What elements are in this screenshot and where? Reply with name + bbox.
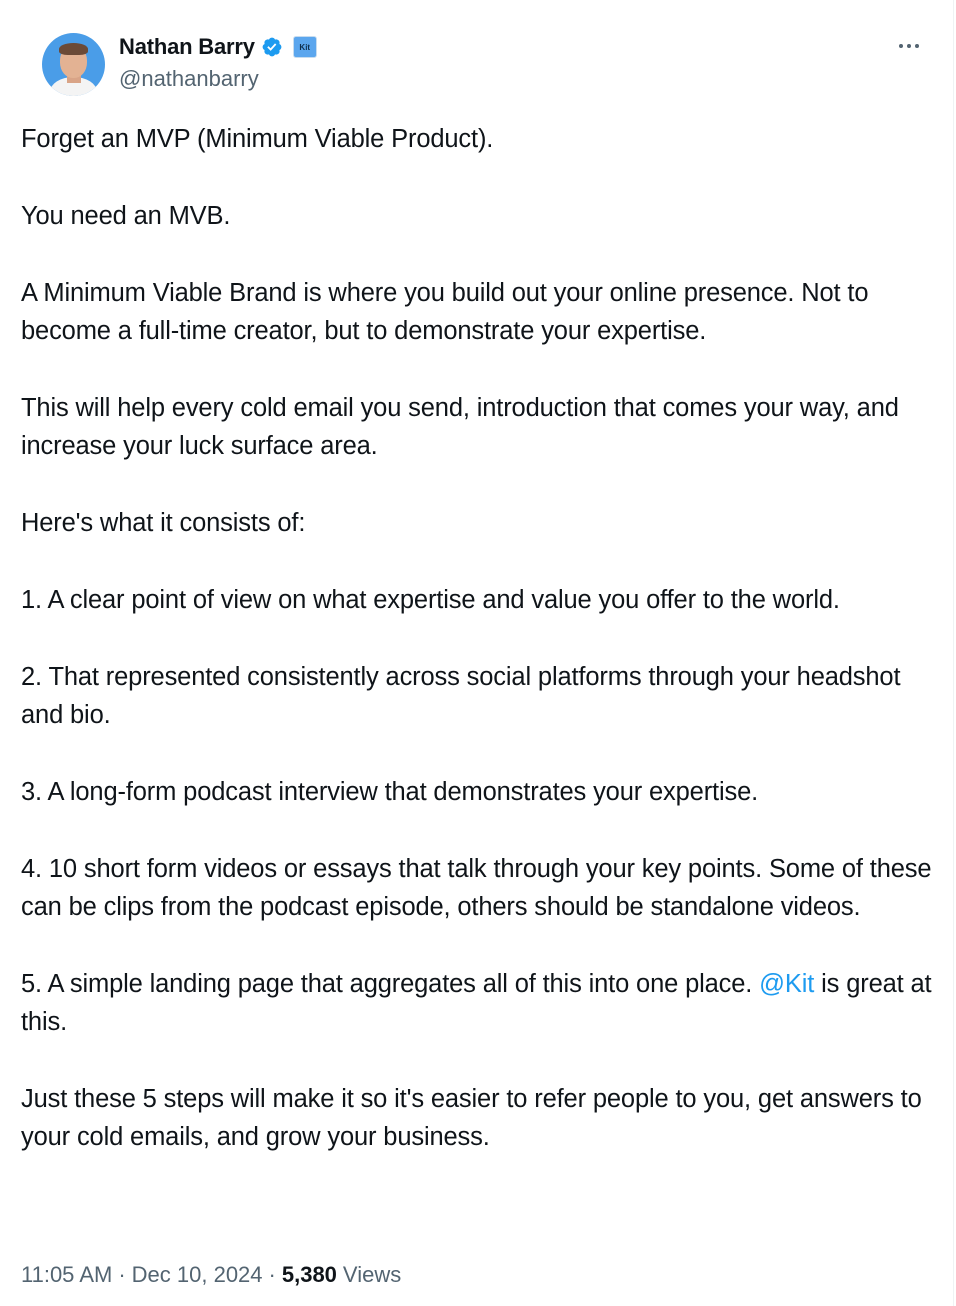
verified-badge-icon[interactable] — [261, 36, 283, 58]
tweet-paragraph-with-mention — [21, 965, 936, 1042]
more-dot-icon — [899, 44, 903, 48]
para5-after: is great at this. — [21, 969, 932, 1037]
tweet-paragraph-closing: Just these 5 steps will make it so it's easier to refer people to you, get answers to your cold emails, and grow your business. — [21, 1085, 922, 1152]
tweet-paragraph: 1. A clear point of view on what expertise and value you offer to the world. — [21, 585, 840, 614]
author-name[interactable]: Nathan Barry — [119, 34, 255, 59]
author-name-row — [119, 34, 317, 60]
tweet-time[interactable]: 11:05 AM — [21, 1262, 113, 1287]
tweet-meta — [21, 1262, 401, 1288]
tweet-paragraph: Forget an MVP (Minimum Viable Product). — [21, 125, 494, 153]
more-dot-icon — [907, 44, 911, 48]
more-options-button[interactable] — [894, 36, 924, 56]
tweet-date[interactable]: Dec 10, 2024 — [131, 1262, 263, 1287]
avatar-hair — [59, 43, 88, 55]
column-border — [953, 0, 954, 1306]
tweet-paragraph: You need an MVB. — [21, 201, 231, 230]
author-handle[interactable]: @nathanbarry — [119, 66, 259, 91]
separator-dot: · — [268, 1262, 276, 1287]
tweet-paragraph: This will help every cold email you send, introduction that comes your way, and increase your luck surface area. — [21, 393, 899, 461]
tweet-paragraph: 2. That represented consistently across social platforms through your headshot and bio. — [21, 662, 901, 729]
more-dot-icon — [915, 44, 919, 48]
tweet-header — [21, 0, 932, 100]
tweet-text — [21, 120, 936, 1195]
views-count: 5,380 — [281, 1262, 337, 1287]
views-label: Views — [342, 1262, 402, 1287]
tweet-paragraph: 4. 10 short form videos or essays that talk through your key points. Some of these can be clips from the podcast episode, others should be standalone videos. — [21, 854, 932, 921]
separator-dot: · — [118, 1262, 126, 1287]
avatar[interactable] — [42, 33, 105, 96]
affiliate-badge-kit[interactable]: Kit — [293, 36, 317, 58]
tweet-paragraph: A Minimum Viable Brand is where you build out your online presence. Not to become a full-time creator, but to demonstrate your expertise. — [21, 278, 869, 345]
para5-before: 5. A simple landing page that aggregates all of this into one place. — [21, 969, 760, 998]
mention-link-kit[interactable]: @Kit — [759, 969, 815, 998]
tweet-paragraph: 3. A long-form podcast interview that demonstrates your expertise. — [21, 777, 759, 806]
tweet-paragraph: Here's what it consists of: — [21, 509, 306, 537]
